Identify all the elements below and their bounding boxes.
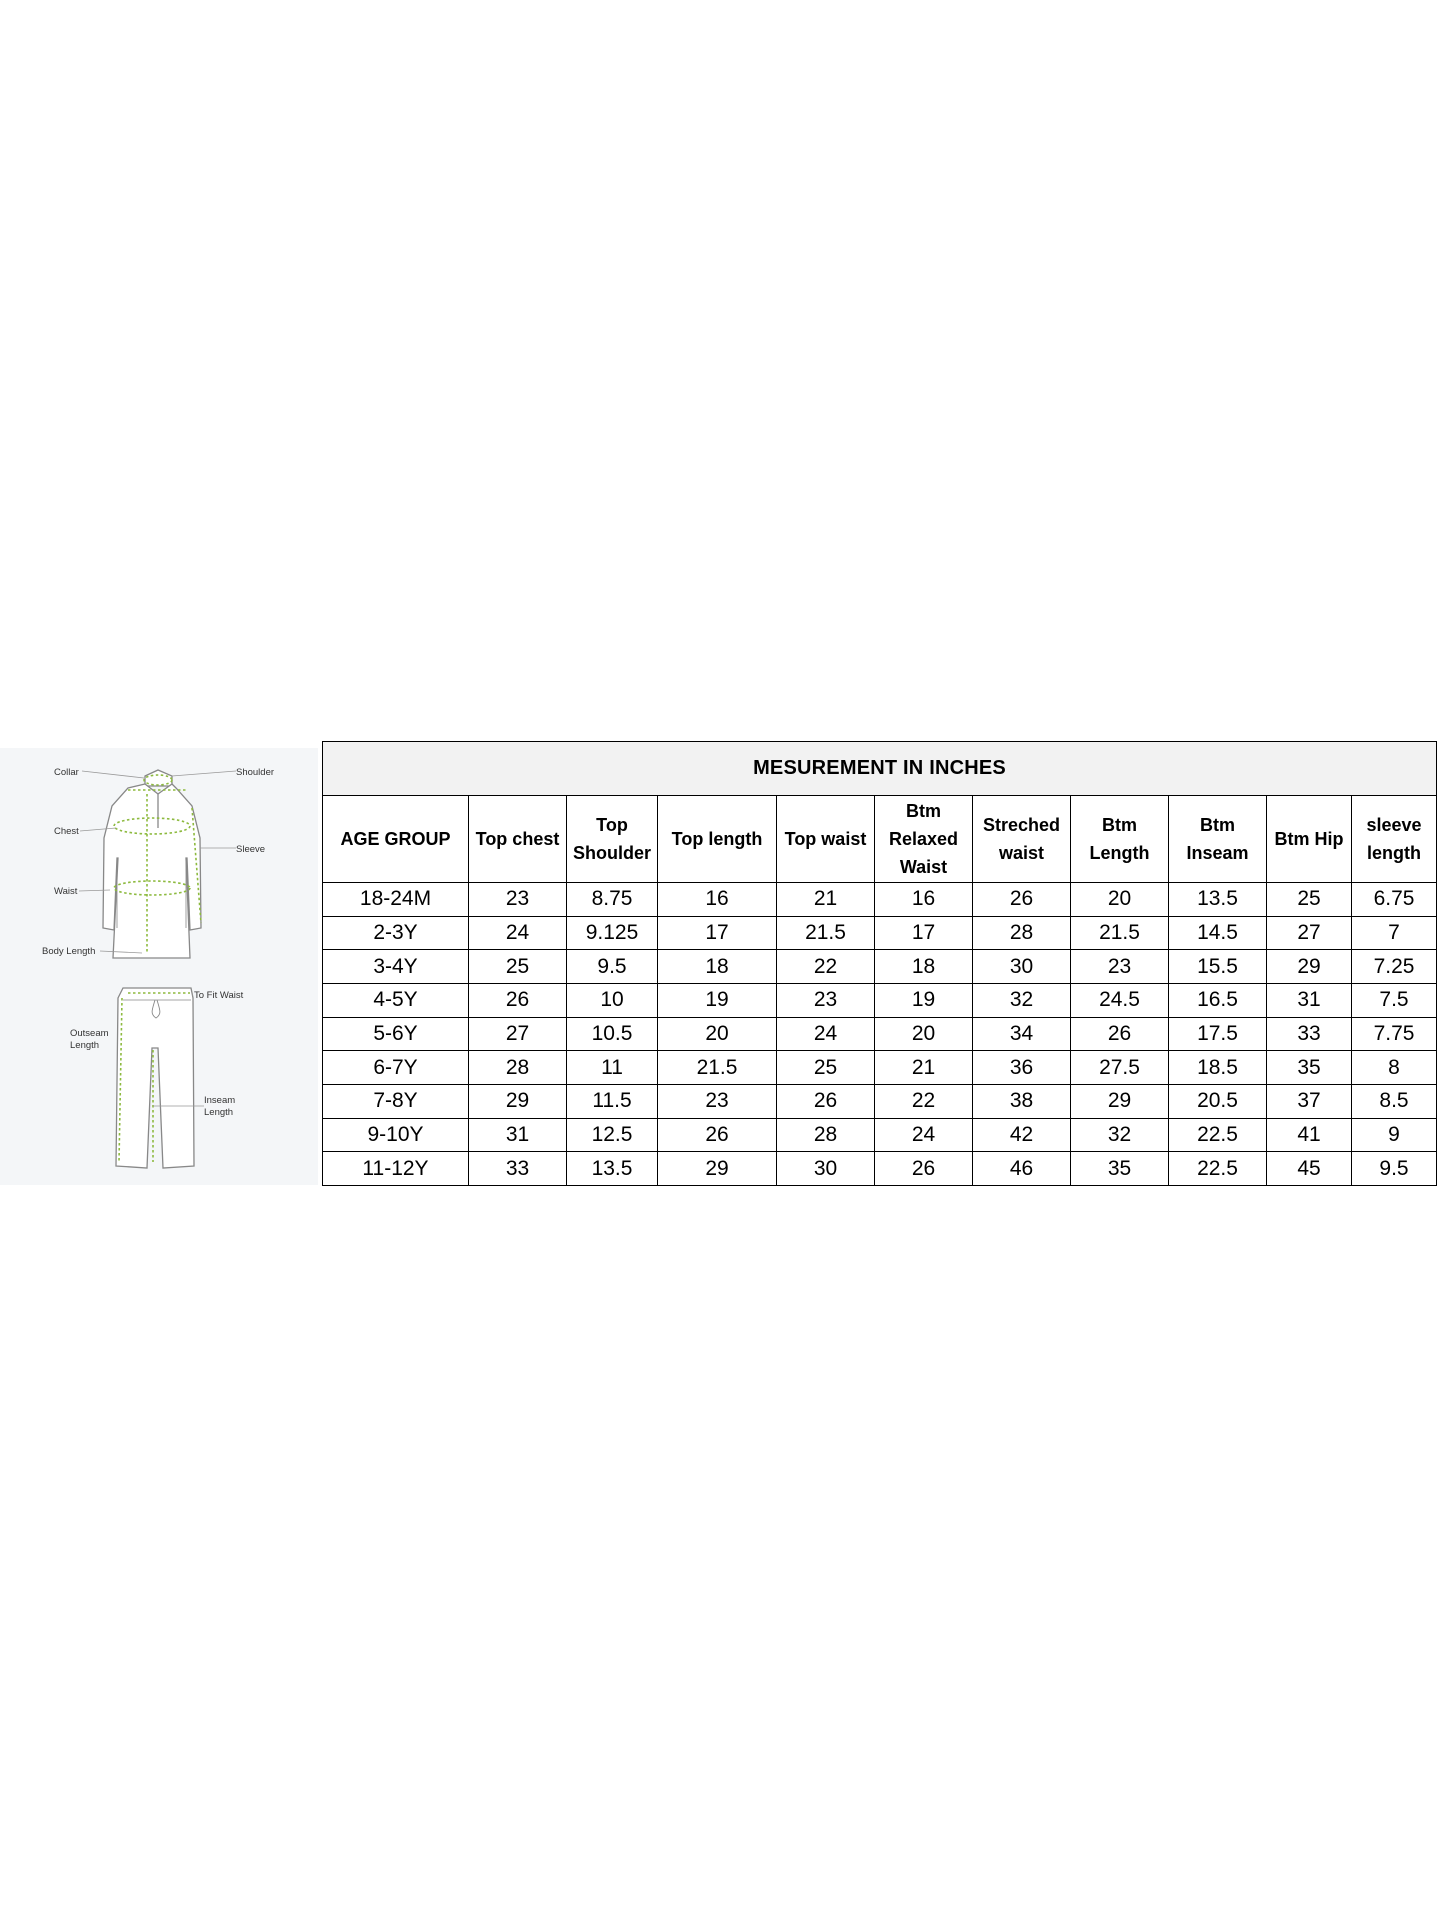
measurement-cell: 33 (1267, 1017, 1352, 1051)
measurement-cell: 19 (658, 983, 777, 1017)
measurement-cell: 33 (469, 1152, 567, 1186)
column-header-line: length (1367, 843, 1422, 863)
column-header-line: waist (998, 843, 1045, 863)
measurement-cell: 20 (1071, 883, 1169, 917)
age-group-cell: 5-6Y (323, 1017, 469, 1051)
column-header (973, 796, 1071, 883)
kurta-shape (103, 770, 201, 958)
measurement-cell: 11.5 (567, 1084, 658, 1118)
measurement-cell: 22.5 (1169, 1152, 1267, 1186)
age-group-cell: 6-7Y (323, 1051, 469, 1085)
measurement-cell: 29 (658, 1152, 777, 1186)
measurement-cell: 46 (973, 1152, 1071, 1186)
age-group-cell: 7-8Y (323, 1084, 469, 1118)
table-row (323, 1084, 1437, 1118)
measurement-cell: 20 (875, 1017, 973, 1051)
measurement-table (322, 741, 1437, 1186)
measurement-cell: 28 (777, 1118, 875, 1152)
column-header (777, 796, 875, 883)
measurement-cell: 27 (469, 1017, 567, 1051)
measurement-cell: 24 (469, 916, 567, 950)
age-group-cell: 4-5Y (323, 983, 469, 1017)
measurement-cell: 34 (973, 1017, 1071, 1051)
measurement-cell: 11 (567, 1051, 658, 1085)
measurement-cell: 21.5 (1071, 916, 1169, 950)
measurement-cell: 18.5 (1169, 1051, 1267, 1085)
age-group-cell: 9-10Y (323, 1118, 469, 1152)
measurement-cell: 38 (973, 1084, 1071, 1118)
measurement-cell: 8 (1352, 1051, 1437, 1085)
measurement-cell: 9.5 (567, 950, 658, 984)
measurement-cell: 24 (875, 1118, 973, 1152)
column-header-line: Waist (899, 857, 948, 877)
column-header-line: Shoulder (572, 843, 651, 863)
measurement-cell: 37 (1267, 1084, 1352, 1118)
measurement-cell: 16.5 (1169, 983, 1267, 1017)
age-group-cell: 2-3Y (323, 916, 469, 950)
measurement-cell: 26 (777, 1084, 875, 1118)
table-row (323, 1051, 1437, 1085)
measurement-cell: 22 (875, 1084, 973, 1118)
measurement-cell: 15.5 (1169, 950, 1267, 984)
measurement-cell: 19 (875, 983, 973, 1017)
inseam-label: Inseam (204, 1095, 236, 1106)
measurement-cell: 27 (1267, 916, 1352, 950)
table-row (323, 1118, 1437, 1152)
measurement-cell: 13.5 (1169, 883, 1267, 917)
measurement-cell: 23 (658, 1084, 777, 1118)
measurement-cell: 12.5 (567, 1118, 658, 1152)
column-header (658, 796, 777, 883)
sleeve-label: Sleeve (236, 844, 266, 855)
measurement-cell: 18 (875, 950, 973, 984)
measurement-cell: 31 (1267, 983, 1352, 1017)
measurement-cell: 21 (875, 1051, 973, 1085)
column-header-line: Btm (906, 801, 941, 821)
age-group-cell: 3-4Y (323, 950, 469, 984)
size-chart (322, 741, 1436, 1186)
inseam-length-label: Length (204, 1107, 234, 1118)
measurement-cell: 30 (973, 950, 1071, 984)
measurement-cell: 22 (777, 950, 875, 984)
measurement-cell: 16 (875, 883, 973, 917)
garment-illustration (0, 748, 318, 1185)
measurement-cell: 27.5 (1071, 1051, 1169, 1085)
table-row (323, 1017, 1437, 1051)
measurement-cell: 20.5 (1169, 1084, 1267, 1118)
table-row (323, 916, 1437, 950)
column-header (1169, 796, 1267, 883)
column-header-line: Top chest (475, 829, 560, 849)
column-header-line: AGE GROUP (340, 829, 451, 849)
measurement-cell: 18 (658, 950, 777, 984)
measurement-cell: 6.75 (1352, 883, 1437, 917)
table-header-row (323, 796, 1437, 883)
size-guide-diagram (0, 748, 318, 1185)
measurement-cell: 32 (973, 983, 1071, 1017)
measurement-cell: 35 (1071, 1152, 1169, 1186)
outseam-label: Outseam (70, 1028, 109, 1039)
measurement-cell: 26 (1071, 1017, 1169, 1051)
measurement-cell: 8.5 (1352, 1084, 1437, 1118)
age-group-cell: 18-24M (323, 883, 469, 917)
measurement-cell: 17.5 (1169, 1017, 1267, 1051)
measurement-cell: 29 (1071, 1084, 1169, 1118)
measurement-cell: 9 (1352, 1118, 1437, 1152)
outseam-length-label: Length (70, 1040, 100, 1051)
column-header-line: Inseam (1186, 843, 1249, 863)
measurement-cell: 14.5 (1169, 916, 1267, 950)
measurement-cell: 29 (469, 1084, 567, 1118)
column-header-line: Top (596, 815, 628, 835)
measurement-cell: 9.125 (567, 916, 658, 950)
measurement-cell: 7.5 (1352, 983, 1437, 1017)
measurement-cell: 13.5 (567, 1152, 658, 1186)
measurement-cell: 32 (1071, 1118, 1169, 1152)
measurement-cell: 30 (777, 1152, 875, 1186)
measurement-cell: 26 (875, 1152, 973, 1186)
collar-label: Collar (54, 767, 79, 778)
measurement-cell: 21.5 (777, 916, 875, 950)
column-header (1352, 796, 1437, 883)
measurement-cell: 36 (973, 1051, 1071, 1085)
measurement-cell: 29 (1267, 950, 1352, 984)
measurement-cell: 21 (777, 883, 875, 917)
measurement-cell: 21.5 (658, 1051, 777, 1085)
table-title: MESUREMENT IN INCHES (323, 742, 1437, 796)
measurement-cell: 42 (973, 1118, 1071, 1152)
measurement-cell: 26 (973, 883, 1071, 917)
measurement-cell: 17 (875, 916, 973, 950)
table-body (323, 883, 1437, 1186)
column-header-line: Length (1089, 843, 1150, 863)
column-header (1071, 796, 1169, 883)
table-row (323, 883, 1437, 917)
measurement-cell: 24.5 (1071, 983, 1169, 1017)
pants-shape (116, 988, 194, 1168)
to-fit-waist-label: To Fit Waist (194, 990, 244, 1001)
measurement-cell: 16 (658, 883, 777, 917)
measurement-cell: 17 (658, 916, 777, 950)
column-header (875, 796, 973, 883)
table-row (323, 950, 1437, 984)
column-header-line: Streched (982, 815, 1061, 835)
measurement-cell: 9.5 (1352, 1152, 1437, 1186)
measurement-cell: 24 (777, 1017, 875, 1051)
measurement-cell: 35 (1267, 1051, 1352, 1085)
column-header-line: Top length (671, 829, 763, 849)
column-header-line: Btm (1200, 815, 1235, 835)
measurement-cell: 23 (1071, 950, 1169, 984)
column-header-line: Btm (1102, 815, 1137, 835)
measurement-cell: 25 (1267, 883, 1352, 917)
measurement-cell: 28 (469, 1051, 567, 1085)
column-header-line: sleeve (1366, 815, 1422, 835)
measurement-cell: 23 (469, 883, 567, 917)
measurement-cell: 25 (469, 950, 567, 984)
shoulder-label: Shoulder (236, 767, 275, 778)
measurement-cell: 22.5 (1169, 1118, 1267, 1152)
table-row (323, 1152, 1437, 1186)
column-header-line: Btm Hip (1274, 829, 1344, 849)
measurement-cell: 25 (777, 1051, 875, 1085)
age-group-cell: 11-12Y (323, 1152, 469, 1186)
measurement-cell: 7.25 (1352, 950, 1437, 984)
column-header-line: Relaxed (888, 829, 959, 849)
column-header (567, 796, 658, 883)
measurement-cell: 10 (567, 983, 658, 1017)
measurement-cell: 26 (658, 1118, 777, 1152)
column-header-line: Top waist (784, 829, 867, 849)
waist-label: Waist (54, 886, 78, 897)
measurement-cell: 20 (658, 1017, 777, 1051)
body-length-label: Body Length (42, 946, 96, 957)
measurement-cell: 28 (973, 916, 1071, 950)
measurement-cell: 45 (1267, 1152, 1352, 1186)
measurement-cell: 7 (1352, 916, 1437, 950)
chest-label: Chest (54, 826, 79, 837)
column-header (469, 796, 567, 883)
measurement-cell: 31 (469, 1118, 567, 1152)
measurement-cell: 8.75 (567, 883, 658, 917)
measurement-cell: 7.75 (1352, 1017, 1437, 1051)
measurement-cell: 26 (469, 983, 567, 1017)
measurement-cell: 23 (777, 983, 875, 1017)
column-header (1267, 796, 1352, 883)
column-header (323, 796, 469, 883)
table-row (323, 983, 1437, 1017)
measurement-cell: 41 (1267, 1118, 1352, 1152)
measurement-cell: 10.5 (567, 1017, 658, 1051)
